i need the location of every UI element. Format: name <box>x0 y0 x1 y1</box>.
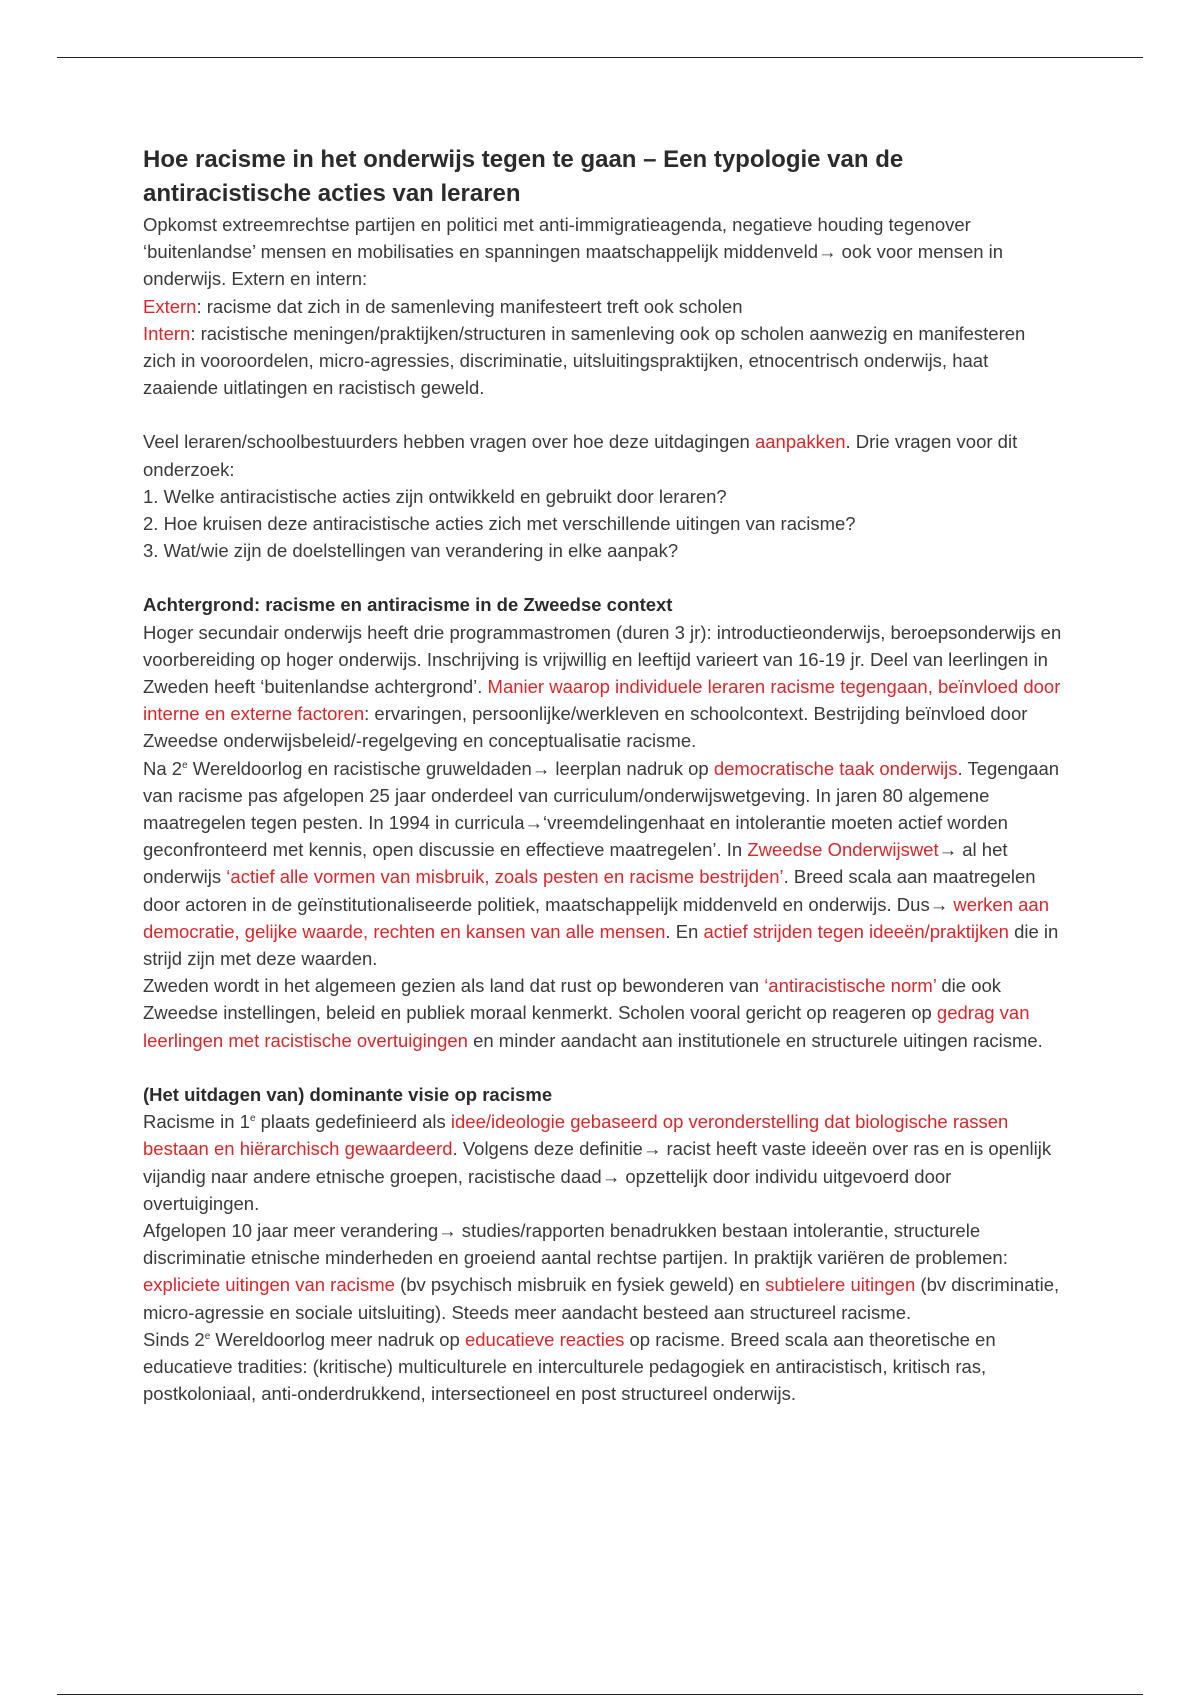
intern-line: Intern: racistische meningen/praktijken/structuren in samenleving ook op scholen aanwezig en manifesteren zich in vooroordelen, micro-agressies, discriminatie, uitsluitingspraktijken, etnocentrisch onderwijs, haat zaaiende uitlatingen en racistisch geweld. <box>143 322 1026 399</box>
extern-label: Extern <box>143 295 197 317</box>
questions-lead: Veel leraren/schoolbestuurders hebben vragen over hoe deze uitdagingen aanpakken. Drie vragen voor dit onderzoek: <box>143 431 1018 480</box>
section-heading-dominante-visie: (Het uitdagen van) dominante visie op racisme <box>143 1083 553 1105</box>
question-2: 2. Hoe kruisen deze antiracistische acties zich met verschillende uitingen van racisme? <box>143 513 856 535</box>
extern-line: Extern: racisme dat zich in de samenleving manifesteert treft ook scholen <box>143 295 743 317</box>
page-title: Hoe racisme in het onderwijs tegen te gaan – Een typologie van de antiracistische acties van leraren <box>143 146 904 207</box>
section-heading-achtergrond: Achtergrond: racisme en antiracisme in de Zweedse context <box>143 594 673 616</box>
bottom-rule <box>57 1694 1143 1695</box>
section2-paragraph-1: Racisme in 1e plaats gedefinieerd als idee/ideologie gebaseerd op veronderstelling dat biologische rassen bestaan en hiërarchisch gewaardeerd. Volgens deze definitie→ racist heeft vaste ideeën over ras en is openlijk vijandig naar andere etnische groepen, racistische daad→ opzettelijk door individu uitgevoerd door overtuigingen. <box>143 1111 1052 1214</box>
section2-paragraph-2: Afgelopen 10 jaar meer verandering→ studies/rapporten benadrukken bestaan intolerantie, structurele discriminatie etnische minderheden en groeiend aantal rechtse partijen. In praktijk variëren de problemen: expliciete uitingen van racisme (bv psychisch misbruik en fysiek geweld) en subtielere uitingen (bv discriminatie, micro-agressie en sociale uitsluiting). Steeds meer aandacht besteed aan structureel racisme. <box>143 1219 1060 1323</box>
question-3: 3. Wat/wie zijn de doelstellingen van verandering in elke aanpak? <box>143 540 679 562</box>
intern-label: Intern <box>143 322 191 344</box>
document-body <box>143 143 1063 1407</box>
question-1: 1. Welke antiracistische acties zijn ontwikkeld en gebruikt door leraren? <box>143 485 727 507</box>
section1-paragraph-2: Na 2e Wereldoorlog en racistische gruweldaden→ leerplan nadruk op democratische taak onderwijs. Tegengaan van racisme pas afgelopen 25 jaar onderdeel van curriculum/onderwijswetgeving. In jaren 80 algemene maatregelen tegen pesten. In 1994 in curricula→‘vreemdelingenhaat en intolerantie moeten actief worden geconfronteerd met kennis, open discussie en effectieve maatregelen’. In Zweedse Onderwijswet→ al het onderwijs ‘actief alle vormen van misbruik, zoals pesten en racisme bestrijden’. Breed scala aan maatregelen door actoren in de geïnstitutionaliseerde politiek, maatschappelijk middenveld en onderwijs. Dus→ werken aan democratie, gelijke waarde, rechten en kansen van alle mensen. En actief strijden tegen ideeën/praktijken die in strijd zijn met deze waarden. <box>143 757 1060 970</box>
top-rule <box>57 57 1143 58</box>
section1-paragraph-1: Hoger secundair onderwijs heeft drie programmastromen (duren 3 jr): introductieonderwijs, beroepsonderwijs en voorbereiding op hoger onderwijs. Inschrijving is vrijwillig en leeftijd varieert van 16-19 jr. Deel van leerlingen in Zweden heeft ‘buitenlandse achtergrond’. Manier waarop individuele leraren racisme tegengaan, beïnvloed door interne en externe factoren: ervaringen, persoonlijke/werkleven en schoolcontext. Bestrijding beïnvloed door Zweedse onderwijsbeleid/-regelgeving en conceptualisatie racisme. <box>143 621 1062 752</box>
section1-paragraph-3: Zweden wordt in het algemeen gezien als land dat rust op bewonderen van ‘antiracistische norm’ die ook Zweedse instellingen, beleid en publiek moraal kenmerkt. Scholen vooral gericht op reageren op gedrag van leerlingen met racistische overtuigingen en minder aandacht aan institutionele en structurele uitingen racisme. <box>143 975 1043 1051</box>
intro-paragraph: Opkomst extreemrechtse partijen en politici met anti-immigratieagenda, negatieve houding tegenover ‘buitenlandse’ mensen en mobilisaties en spanningen maatschappelijk middenveld→ ook voor mensen in onderwijs. Extern en intern: <box>143 214 1004 290</box>
section2-paragraph-3: Sinds 2e Wereldoorlog meer nadruk op educatieve reacties op racisme. Breed scala aan theoretische en educatieve tradities: (kritische) multiculturele en interculturele pedagogiek en antiracistisch, kritisch ras, postkoloniaal, anti-onderdrukkend, intersectioneel en post structureel onderwijs. <box>143 1328 996 1405</box>
